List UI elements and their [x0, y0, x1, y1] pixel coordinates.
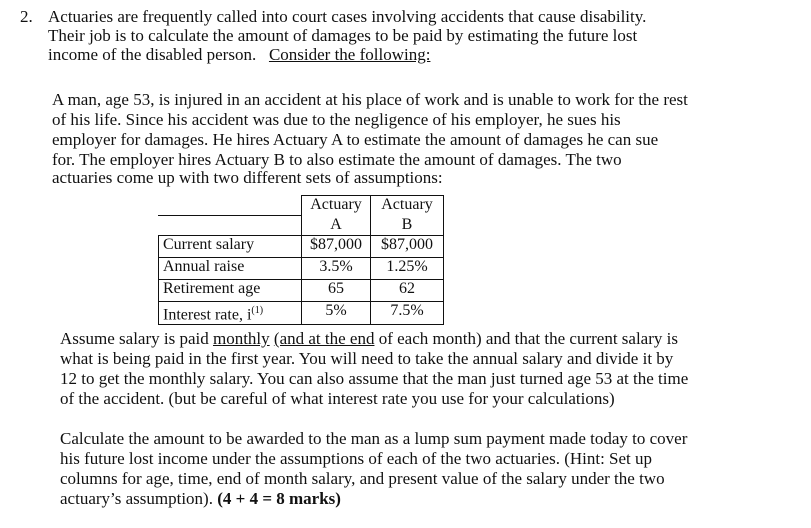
- intro-line: Actuaries are frequently called into court cases involving accidents that cause disability.: [48, 7, 647, 26]
- cell-b: 1.25%: [371, 258, 444, 280]
- assume-end-of: (and at the end: [273, 329, 375, 348]
- question-intro: [48, 7, 768, 64]
- cell-b: 62: [371, 280, 444, 302]
- table-row: [159, 236, 444, 258]
- assumptions-table: [158, 195, 444, 325]
- scenario-line: of his life. Since his accident was due to the negligence of his employer, he sues his: [52, 110, 621, 129]
- calculate-line: Calculate the amount to be awarded to the man as a lump sum payment made today to cover: [60, 429, 688, 448]
- table-corner: [159, 216, 302, 236]
- assume-line: of the accident. (but be careful of what interest rate you use for your calculations): [60, 389, 615, 408]
- marks-label: (4 + 4 = 8 marks): [217, 489, 341, 508]
- assume-monthly: monthly: [212, 329, 270, 348]
- assume-paragraph: [60, 329, 790, 409]
- header-a: A: [302, 216, 371, 236]
- header-actuary-b: Actuary: [371, 196, 444, 216]
- scenario-line: A man, age 53, is injured in an accident at his place of work and is unable to work for the rest: [52, 90, 688, 109]
- table-row: [159, 280, 444, 302]
- table-row: [159, 258, 444, 280]
- scenario-paragraph: [52, 90, 782, 186]
- assume-line: what is being paid in the first year. You will need to take the annual salary and divide it by: [60, 349, 674, 368]
- assume-text: of each month) and that the current salary is: [374, 329, 678, 348]
- intro-line-text: income of the disabled person.: [48, 45, 257, 64]
- row-label: [159, 302, 302, 325]
- calculate-text: actuary’s assumption).: [60, 489, 218, 508]
- table-header-row: [159, 216, 444, 236]
- cell-a: 5%: [302, 302, 371, 325]
- row-label: Annual raise: [159, 258, 302, 280]
- calculate-line: [60, 489, 790, 509]
- header-b: B: [371, 216, 444, 236]
- consider-following: Consider the following:: [268, 45, 431, 64]
- cell-a: 3.5%: [302, 258, 371, 280]
- row-label-superscript: (1): [251, 305, 264, 316]
- intro-line: [48, 45, 768, 64]
- question-number: 2.: [20, 7, 33, 26]
- scenario-line: actuaries come up with two different sets of assumptions:: [52, 168, 443, 187]
- calculate-line: columns for age, time, end of month salary, and present value of the salary under the two: [60, 469, 665, 488]
- scenario-line: employer for damages. He hires Actuary A to estimate the amount of damages he can sue: [52, 130, 659, 149]
- table-header-row: [159, 196, 444, 216]
- calculate-line: his future lost income under the assumptions of each of the two actuaries. (Hint: Set up: [60, 449, 653, 468]
- assume-line: 12 to get the monthly salary. You can also assume that the man just turned age 53 at the time: [60, 369, 689, 388]
- cell-a: 65: [302, 280, 371, 302]
- intro-line: Their job is to calculate the amount of damages to be paid by estimating the future lost: [48, 26, 638, 45]
- scenario-line: for. The employer hires Actuary B to also estimate the amount of damages. The two: [52, 150, 622, 169]
- table-corner: [159, 196, 302, 216]
- assume-line: [60, 329, 790, 349]
- calculate-paragraph: [60, 429, 790, 509]
- header-actuary-a: Actuary: [302, 196, 371, 216]
- row-label-text: Interest rate, i: [163, 306, 252, 324]
- row-label: Current salary: [159, 236, 302, 258]
- cell-a: $87,000: [302, 236, 371, 258]
- cell-b: $87,000: [371, 236, 444, 258]
- assume-text: Assume salary is paid: [60, 329, 213, 348]
- cell-b: 7.5%: [371, 302, 444, 325]
- table-row: [159, 302, 444, 325]
- row-label: Retirement age: [159, 280, 302, 302]
